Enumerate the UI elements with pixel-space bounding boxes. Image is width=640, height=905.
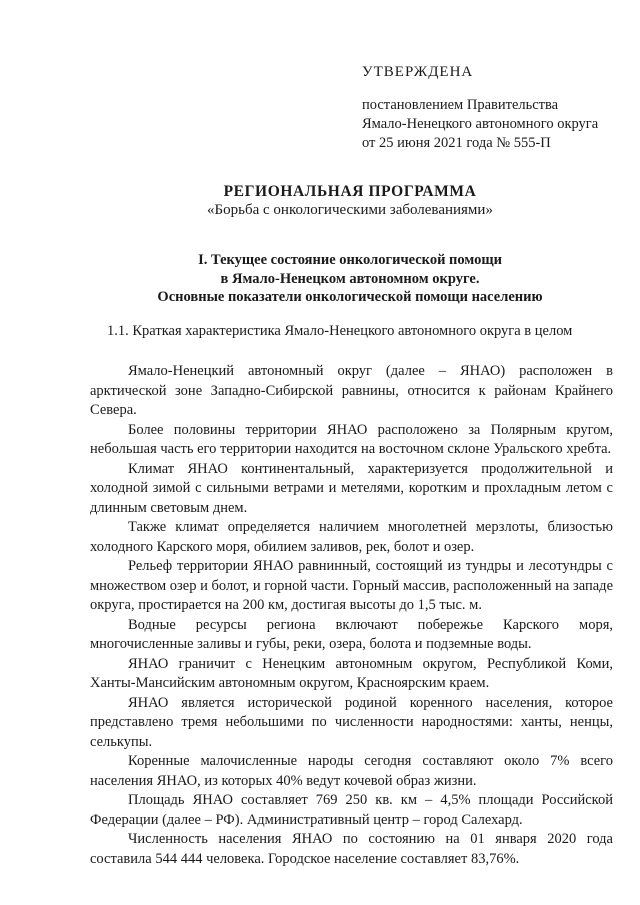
- approval-line: постановлением Правительства: [362, 97, 559, 113]
- paragraph: Численность населения ЯНАО по состоянию на 01 января 2020 года составила 544 444 человека. Городское население составляет 83,76%.: [90, 831, 613, 867]
- paragraph: Климат ЯНАО континентальный, характеризуется продолжительной и холодной зимой с сильными ветрами и метелями, коротким и прохладным летом с длинным световым днем.: [90, 460, 613, 516]
- paragraph: Водные ресурсы региона включают побережье Карского моря, многочисленные заливы и губы, реки, озера, болота и подземные воды.: [90, 616, 613, 652]
- section-heading: [60, 251, 640, 307]
- program-header: [60, 182, 640, 220]
- paragraph: ЯНАО является исторической родиной коренного населения, которое представлено тремя небольшими по численности народностями: ханты, ненцы, селькупы.: [90, 694, 613, 750]
- paragraph: Также климат определяется наличием многолетней мерзлоты, близостью холодного Карского моря, обилием заливов, рек, болот и озер.: [90, 519, 613, 555]
- section-heading-line: I. Текущее состояние онкологической помощи: [198, 252, 502, 268]
- body-text: [90, 362, 613, 869]
- paragraph: ЯНАО граничит с Ненецким автономным округом, Республикой Коми, Ханты-Мансийским автономным округом, Красноярским краем.: [90, 655, 613, 691]
- paragraph: Рельеф территории ЯНАО равнинный, состоящий из тундры и лесотундры с множеством озер и болот, и горной части. Горный массив, расположенный на западе округа, простирается на 200 км, достигая высоты до 1,5 тыс. м.: [90, 558, 613, 613]
- approval-line: от 25 июня 2021 года № 555-П: [362, 135, 551, 151]
- program-title: РЕГИОНАЛЬНАЯ ПРОГРАММА: [223, 183, 477, 200]
- section-heading-line: в Ямало-Ненецком автономном округе.: [220, 270, 480, 287]
- program-name: «Борьба с онкологическими заболеваниями»: [207, 202, 493, 218]
- section-heading-line: Основные показатели онкологической помощи населению: [157, 289, 543, 305]
- paragraph: Коренные малочисленные народы сегодня составляют около 7% всего населения ЯНАО, из которых 40% ведут кочевой образ жизни.: [90, 753, 613, 789]
- approval-line: Ямало-Ненецкого автономного округа: [362, 116, 599, 132]
- subsection-heading: 1.1. Краткая характеристика Ямало-Ненецкого автономного округа в целом: [107, 323, 573, 339]
- approval-title: УТВЕРЖДЕНА: [362, 64, 474, 80]
- paragraph: Ямало-Ненецкий автономный округ (далее – ЯНАО) расположен в арктической зоне Западно-Сибирской равнины, относится к районам Крайнего Севера.: [90, 363, 613, 418]
- paragraph: Более половины территории ЯНАО расположено за Полярным кругом, небольшая часть его территории находится на восточном склоне Уральского хребта.: [90, 421, 613, 457]
- paragraph: Площадь ЯНАО составляет 769 250 кв. км – 4,5% площади Российской Федерации (далее – РФ). Административный центр – город Салехард.: [90, 792, 613, 828]
- approval-stamp: [362, 62, 632, 153]
